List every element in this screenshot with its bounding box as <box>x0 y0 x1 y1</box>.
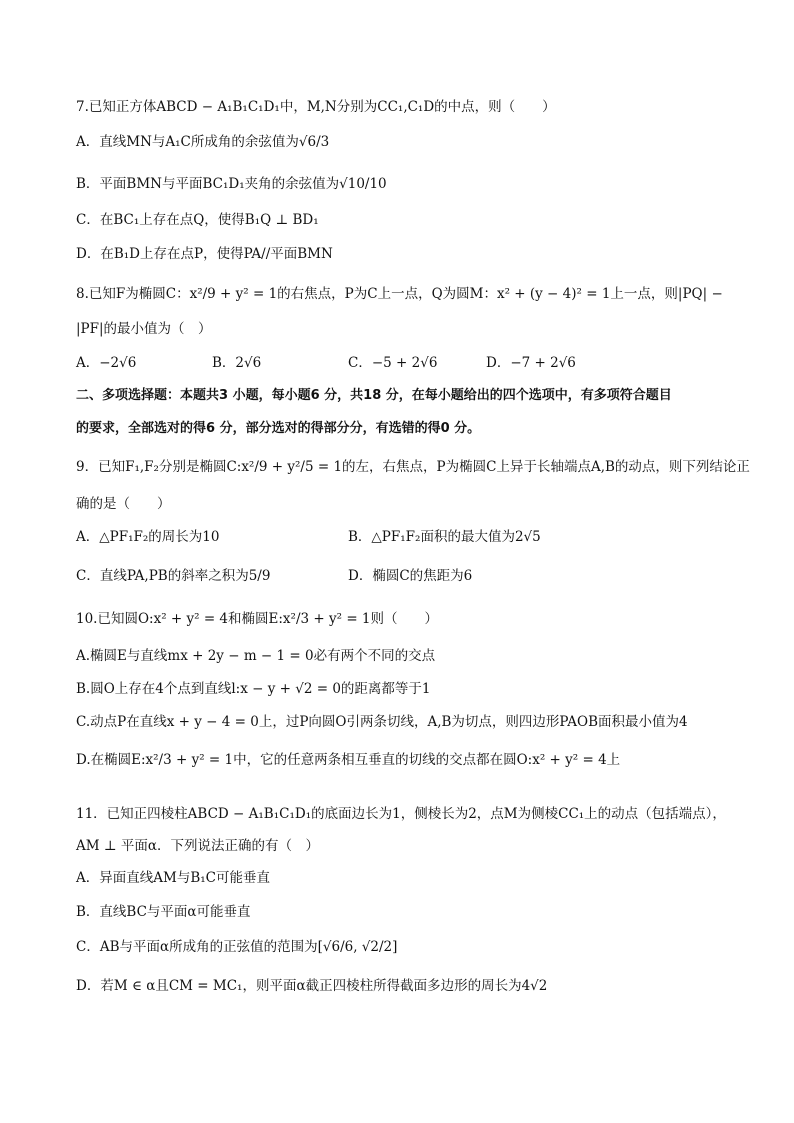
q10-option-d: D.在椭圆E:x²/3 + y² = 1中，它的任意两条相互垂直的切线的交点都在圆O:x² + y² = 4上 <box>76 752 621 768</box>
q10-stem: 10.已知圆O:x² + y² = 4和椭圆E:x²/3 + y² = 1则（ ） <box>76 611 439 627</box>
q8-stem-line2: |PF|的最小值为（ ） <box>76 321 212 337</box>
q9-option-b: B．△PF₁F₂面积的最大值为2√5 <box>348 529 541 545</box>
q7-option-c: C．在BC₁上存在点Q，使得B₁Q ⊥ BD₁ <box>76 212 319 228</box>
q11-option-d: D．若M ∈ α且CM = MC₁，则平面α截正四棱柱所得截面多边形的周长为4√2 <box>76 978 548 994</box>
q10-option-a: A.椭圆E与直线mx + 2y − m − 1 = 0必有两个不同的交点 <box>76 648 436 664</box>
q7-option-b: B．平面BMN与平面BC₁D₁夹角的余弦值为√10/10 <box>76 176 387 192</box>
q11-option-a: A．异面直线AM与B₁C可能垂直 <box>76 870 270 886</box>
q9-option-c: C．直线PA,PB的斜率之积为5/9 <box>76 568 271 584</box>
q8-stem-line1: 8.已知F为椭圆C：x²/9 + y² = 1的右焦点，P为C上一点，Q为圆M：x² + (y − 4)² = 1上一点，则|PQ| − <box>76 286 723 302</box>
section2-heading-line1: 二、多项选择题：本题共3 小题，每小题6 分，共18 分，在每小题给出的四个选项中，有多项符合题目 <box>76 388 672 403</box>
q11-stem-line2: AM ⊥ 平面α．下列说法正确的有（ ） <box>76 838 319 854</box>
q9-stem-line2: 确的是（ ） <box>76 496 171 512</box>
q11-stem-line1: 11．已知正四棱柱ABCD − A₁B₁C₁D₁的底面边长为1，侧棱长为2，点M为侧棱CC₁上的动点（包括端点）， <box>76 806 726 822</box>
q7-option-d: D．在B₁D上存在点P，使得PA//平面BMN <box>76 246 333 262</box>
q11-option-b: B．直线BC与平面α可能垂直 <box>76 904 251 920</box>
q11-option-c: C．AB与平面α所成角的正弦值的范围为[√6/6, √2/2] <box>76 939 398 955</box>
q10-option-c: C.动点P在直线x + y − 4 = 0上，过P向圆O引两条切线，A,B为切点，则四边形PAOB面积最小值为4 <box>76 714 688 730</box>
q10-option-b: B.圆O上存在4个点到直线l:x − y + √2 = 0的距离都等于1 <box>76 681 431 697</box>
q9-option-d: D．椭圆C的焦距为6 <box>348 568 473 584</box>
q9-option-a: A．△PF₁F₂的周长为10 <box>76 529 220 545</box>
q7-option-a: A．直线MN与A₁C所成角的余弦值为√6/3 <box>76 134 330 150</box>
q9-stem-line1: 9．已知F₁,F₂分别是椭圆C:x²/9 + y²/5 = 1的左，右焦点，P为椭圆C上异于长轴端点A,B的动点，则下列结论正 <box>76 459 750 475</box>
q8-option-c: C．−5 + 2√6 <box>348 355 438 371</box>
q8-option-b: B．2√6 <box>212 355 262 371</box>
q8-option-a: A．−2√6 <box>76 355 137 371</box>
q8-option-d: D．−7 + 2√6 <box>486 355 576 371</box>
q7-stem: 7.已知正方体ABCD − A₁B₁C₁D₁中，M,N分别为CC₁,C₁D的中点，则（ ） <box>76 99 556 115</box>
section2-heading-line2: 的要求，全部选对的得6 分，部分选对的得部分分，有选错的得0 分。 <box>76 421 481 436</box>
